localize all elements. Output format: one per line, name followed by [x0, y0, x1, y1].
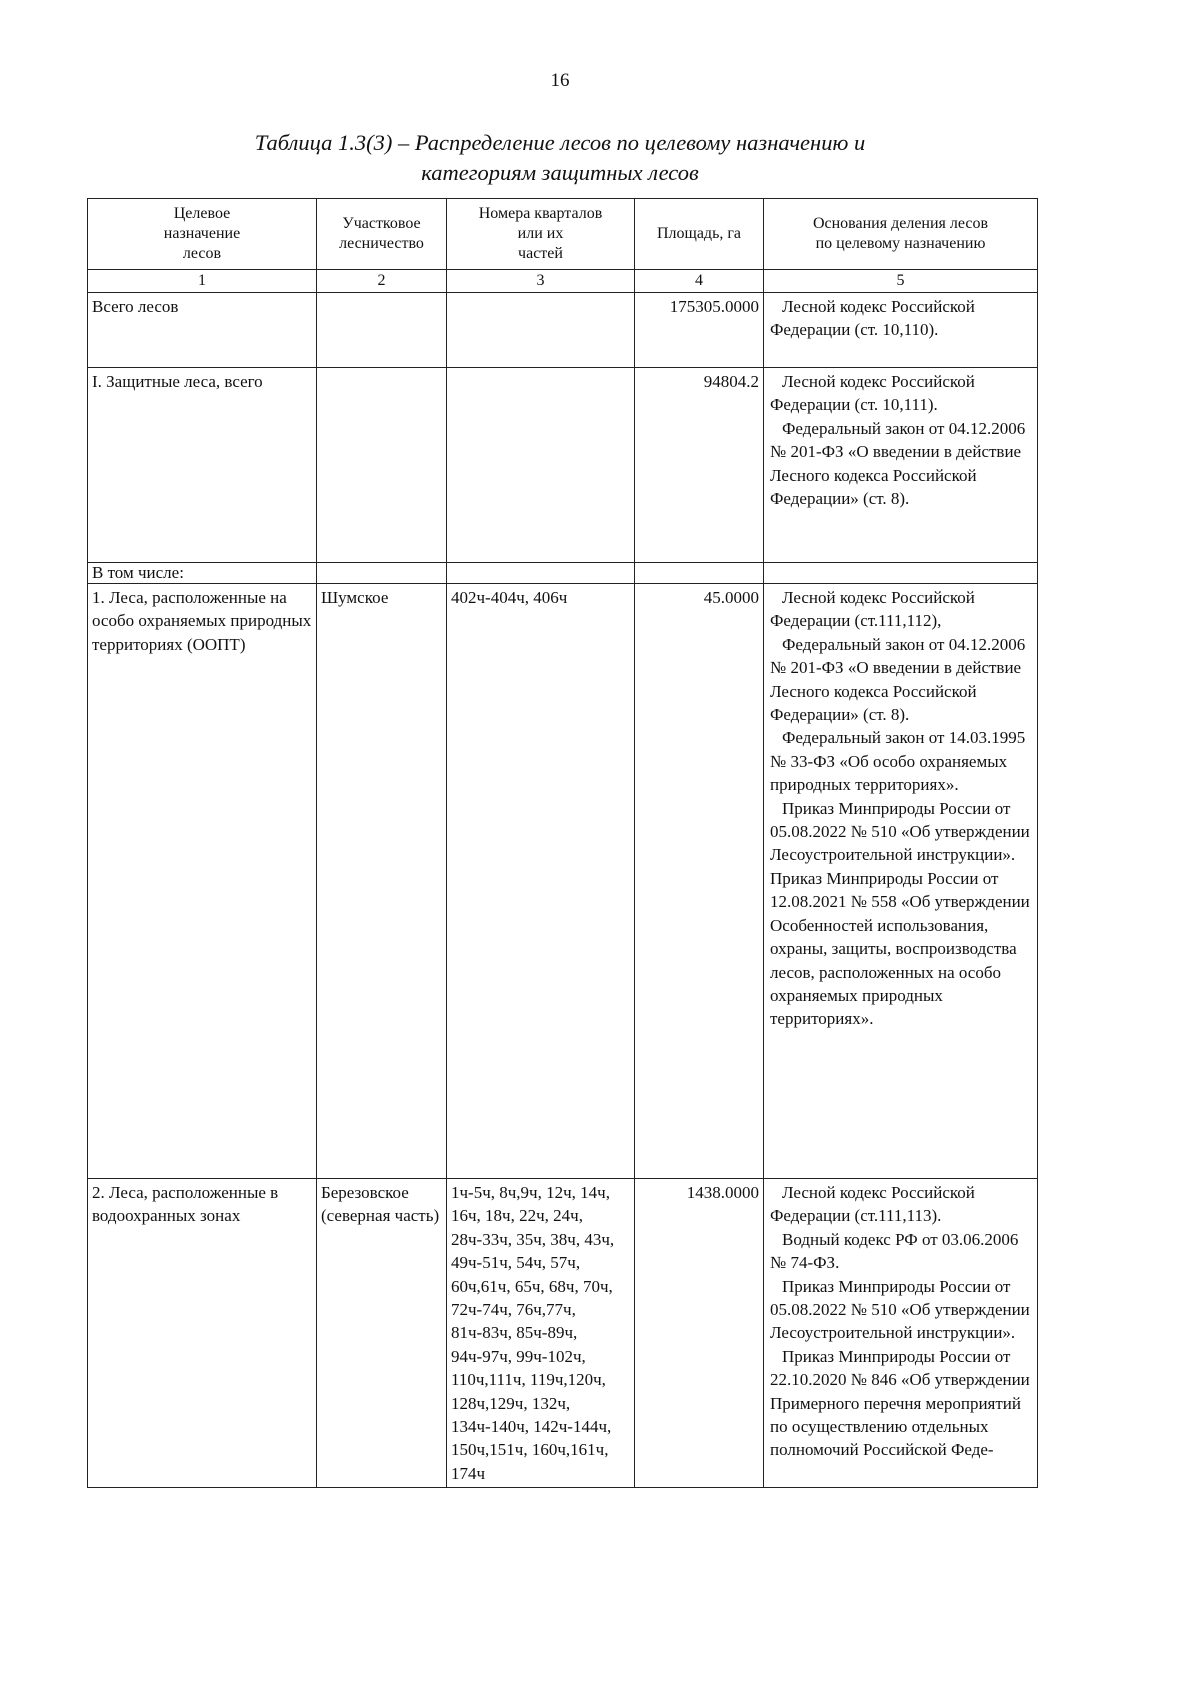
- column-number: 3: [447, 270, 635, 293]
- basis-paragraph: Федеральный закон от 14.03.1995 № 33-ФЗ «Об особо охраняемых природных территориях».: [770, 728, 1026, 795]
- basis-cell: [764, 293, 1038, 368]
- column-number: 5: [764, 270, 1038, 293]
- header-purpose: Целевое назначение лесов: [88, 199, 317, 270]
- forestry-cell: [317, 368, 447, 563]
- area-cell: 1438.0000: [635, 1179, 764, 1488]
- basis-cell: [764, 584, 1038, 1179]
- table-caption: [160, 128, 960, 188]
- forestry-cell: [317, 563, 447, 584]
- header-row: [88, 199, 1038, 270]
- basis-paragraph: Приказ Минприроды России от 22.10.2020 № 846 «Об утверждении Примерного перечня мероприятий по осуществлению отдельных полномочий Российской Феде-: [770, 1346, 1030, 1460]
- quarters-cell: [447, 563, 635, 584]
- column-number-row: [88, 270, 1038, 293]
- forestry-cell: [317, 293, 447, 368]
- caption-line-2: категориям защитных лесов: [421, 160, 699, 185]
- basis-cell: [764, 368, 1038, 563]
- quarters-cell: [447, 368, 635, 563]
- header-quarters: Номера кварталов или их частей: [447, 199, 635, 270]
- table-row: [88, 1179, 1038, 1488]
- area-cell: 45.0000: [635, 584, 764, 1179]
- caption-line-1: Таблица 1.3(3) – Распределение лесов по целевому назначению и: [254, 130, 866, 155]
- forestry-cell: Березовское (северная часть): [317, 1179, 447, 1488]
- table-row: [88, 584, 1038, 1179]
- basis-cell: [764, 1179, 1038, 1488]
- basis-paragraph: Лесной кодекс Российской Федерации (ст.111,113).: [770, 1183, 975, 1226]
- quarters-cell: 402ч-404ч, 406ч: [447, 584, 635, 1179]
- basis-paragraph: Федеральный закон от 04.12.2006 № 201-ФЗ «О введении в действие Лесного кодекса Российской Федерации» (ст. 8).: [770, 634, 1026, 725]
- quarters-cell: [447, 293, 635, 368]
- purpose-cell: Всего лесов: [88, 293, 317, 368]
- column-number: 1: [88, 270, 317, 293]
- purpose-cell: 1. Леса, расположенные на особо охраняемых природных территориях (ООПТ): [88, 584, 317, 1179]
- area-cell: [635, 563, 764, 584]
- table-row: [88, 368, 1038, 563]
- basis-paragraph: Приказ Минприроды России от 12.08.2021 № 558 «Об утверждении Особенностей использования, охраны, защиты, воспроизводства лесов, расположенных на особо охраняемых природных территориях».: [770, 868, 1030, 1029]
- basis-paragraph: Лесной кодекс Российской Федерации (ст.111,112),: [770, 588, 975, 631]
- quarters-cell: 1ч-5ч, 8ч,9ч, 12ч, 14ч, 16ч, 18ч, 22ч, 24ч, 28ч-33ч, 35ч, 38ч, 43ч, 49ч-51ч, 54ч, 57ч, 60ч,61ч, 65ч, 68ч, 70ч, 72ч-74ч, 76ч,77ч, 81ч-83ч, 85ч-89ч, 94ч-97ч, 99ч-102ч, 110ч,111ч, 119ч,120ч, 128ч,129ч, 132ч, 134ч-140ч, 142ч-144ч, 150ч,151ч, 160ч,161ч, 174ч: [447, 1179, 635, 1488]
- basis-cell: [764, 563, 1038, 584]
- purpose-cell: I. Защитные леса, всего: [88, 368, 317, 563]
- table-row: [88, 293, 1038, 368]
- column-number: 2: [317, 270, 447, 293]
- basis-paragraph: Приказ Минприроды России от 05.08.2022 № 510 «Об утверждении Лесоустроительной инструкции».: [770, 1276, 1030, 1343]
- header-forestry: Участковое лесничество: [317, 199, 447, 270]
- header-area: Площадь, га: [635, 199, 764, 270]
- forest-distribution-table: [87, 198, 1038, 1488]
- basis-paragraph: Водный кодекс РФ от 03.06.2006 № 74-ФЗ.: [770, 1229, 1019, 1273]
- header-basis: Основания деления лесов по целевому назначению: [764, 199, 1038, 270]
- area-cell: 94804.2: [635, 368, 764, 563]
- forestry-cell: Шумское: [317, 584, 447, 1179]
- table-row: [88, 563, 1038, 584]
- basis-paragraph: Лесной кодекс Российской Федерации (ст. 10,110).: [770, 297, 975, 340]
- basis-paragraph: Федеральный закон от 04.12.2006 № 201-ФЗ «О введении в действие Лесного кодекса Российской Федерации» (ст. 8).: [770, 418, 1026, 509]
- purpose-cell: В том числе:: [88, 563, 317, 584]
- purpose-cell: 2. Леса, расположенные в водоохранных зонах: [88, 1179, 317, 1488]
- basis-paragraph: Лесной кодекс Российской Федерации (ст. 10,111).: [770, 372, 975, 415]
- page-number: 16: [550, 70, 570, 91]
- area-cell: 175305.0000: [635, 293, 764, 368]
- column-number: 4: [635, 270, 764, 293]
- basis-paragraph: Приказ Минприроды России от 05.08.2022 № 510 «Об утверждении Лесоустроительной инструкции».: [770, 798, 1030, 865]
